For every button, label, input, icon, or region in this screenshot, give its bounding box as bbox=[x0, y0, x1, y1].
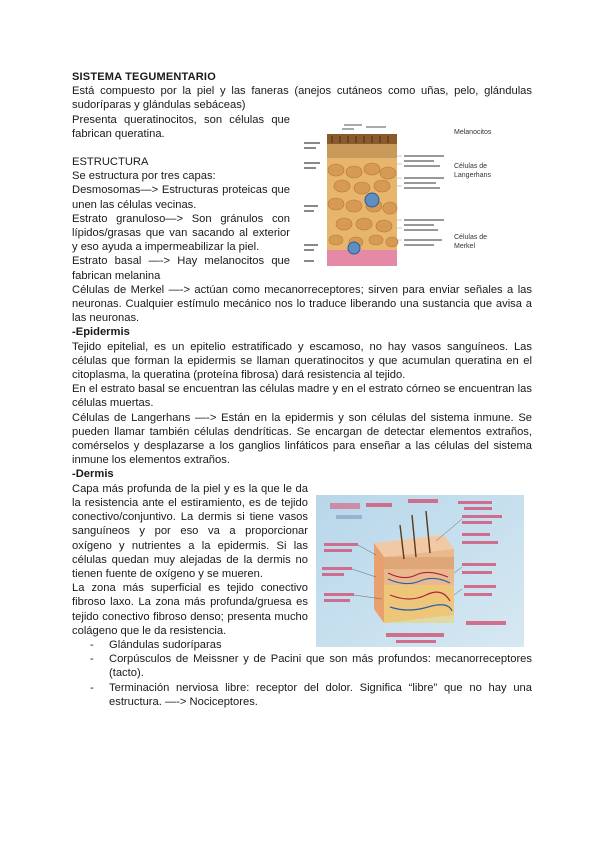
epidermis-heading: -Epidermis bbox=[72, 326, 130, 339]
intro-paragraph: Está compuesto por la piel y las faneras (anejos cutáneos como uñas, pelo, glándulas sudoríparas y glándulas sebáceas) bbox=[72, 85, 532, 112]
label-merkel: Células de Merkel bbox=[454, 234, 488, 250]
epidermis-illustration bbox=[302, 120, 530, 278]
estructura-line-2: Desmosomas—> Estructuras proteicas que unen las células vecinas. bbox=[72, 184, 290, 211]
estructura-line-3: Estrato granuloso—> Son gránulos con lípidos/grasas que van sacando al exterior y eso ayuda a impermeabilizar la piel. bbox=[72, 212, 290, 254]
dermis-paragraph-1: Capa más profunda de la piel y es la que le da la resistencia ante el estiramiento, es de tejido conectivo/conjuntivo. La dermis si tiene vasos sanguíneos y por eso va a proporcionar oxígeno y nutrientes a la epidermis. Si las células quedan muy alejadas de la dermis no tienen fuente de oxígeno y se mueren. bbox=[72, 482, 308, 580]
dermis-handwritten-diagram bbox=[316, 495, 524, 647]
label-melanocitos: Melanocitos bbox=[454, 129, 492, 136]
dermis-paragraph-2: La zona más superficial es tejido conectivo fibroso laxo. La zona más profunda/gruesa es tejido conectivo fibroso denso; presenta mucho colágeno que le da resistencia. bbox=[72, 582, 308, 637]
dermis-heading: -Dermis bbox=[72, 468, 114, 481]
epidermis-paragraph-1: Tejido epitelial, es un epitelio estratificado y escamoso, no hay vasos sanguíneos. Las células que forman la epidermis se llaman queratinocitos y que acumulan queratina en el citoplasma, la queratina (proteína fibrosa) dará resistencia al tejido. bbox=[72, 340, 532, 382]
list-item: - Glándulas sudoríparas bbox=[90, 638, 222, 651]
estructura-line-1: Se estructura por tres capas: bbox=[72, 170, 216, 183]
intro-queratinocitos: Presenta queratinocitos, son células que fabrican queratina. bbox=[72, 113, 290, 140]
dermis-list bbox=[72, 638, 532, 709]
merkel-paragraph: Células de Merkel —-> actúan como mecanorreceptores; sirven para enviar señales a las neuronas. Cualquier estímulo mecánico nos lo traduce liberando una sustancia que avisa a las neuronas. bbox=[72, 283, 532, 325]
list-item: - Corpúsculos de Meissner y de Pacini que son más profundos: mecanorreceptores (tacto). bbox=[90, 653, 532, 680]
list-item: - Terminación nerviosa libre: receptor del dolor. Significa “libre” que no hay una estructura. —-> Nociceptores. bbox=[90, 681, 532, 708]
label-langerhans: Células de Langerhans bbox=[454, 163, 491, 179]
epidermis-paragraph-3: Células de Langerhans —-> Están en la epidermis y son células del sistema inmune. Se pueden llamar también células dendríticas. Se encargan de detectar elementos extraños, comérselos y desplazarse a los ganglios linfáticos para enseñar a las células del sistema inmune los elementos extraños. bbox=[72, 411, 532, 467]
estructura-line-4: Estrato basal —-> Hay melanocitos que fabrican melanina bbox=[72, 255, 290, 282]
document-title: SISTEMA TEGUMENTARIO bbox=[72, 71, 216, 83]
epidermis-paragraph-2: En el estrato basal se encuentran las células madre y en el estrato córneo se encuentran las células muertas. bbox=[72, 383, 532, 410]
estructura-heading: ESTRUCTURA bbox=[72, 156, 149, 169]
